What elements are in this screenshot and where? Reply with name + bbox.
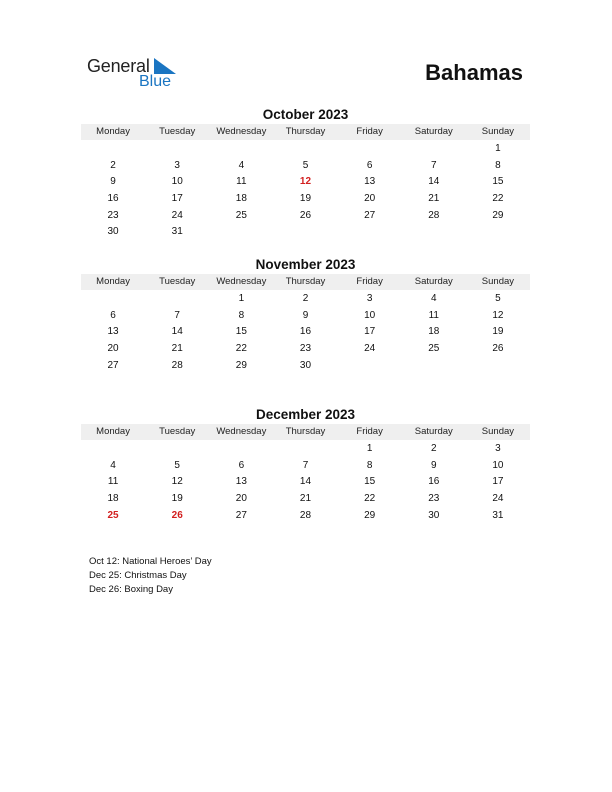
empty-day-cell bbox=[466, 224, 530, 241]
day-cell: 19 bbox=[299, 193, 312, 205]
day-cell: 15 bbox=[235, 326, 247, 338]
day-cell: 29 bbox=[235, 359, 247, 371]
day-cell: 23 bbox=[107, 209, 119, 221]
holiday-notes bbox=[89, 555, 212, 597]
empty-day-cell bbox=[81, 291, 145, 308]
day-cell: 15 bbox=[492, 176, 504, 188]
day-cell: 19 bbox=[492, 326, 504, 338]
day-cell: 6 bbox=[238, 459, 245, 471]
weekday-label: Friday bbox=[356, 426, 383, 437]
day-cell: 19 bbox=[171, 493, 183, 505]
weekday-label: Tuesday bbox=[159, 426, 196, 437]
day-cell: 7 bbox=[430, 159, 437, 171]
empty-day-cell bbox=[273, 441, 337, 458]
weekday-label: Saturday bbox=[414, 276, 453, 287]
day-cell: 16 bbox=[428, 476, 440, 488]
weekday-label: Sunday bbox=[481, 426, 515, 437]
day-cell: 9 bbox=[430, 459, 437, 471]
month-calendar-november bbox=[81, 256, 530, 374]
day-cell: 5 bbox=[174, 459, 180, 471]
empty-day-cell bbox=[273, 141, 337, 158]
weekday-label: Friday bbox=[356, 276, 383, 287]
day-cell: 7 bbox=[302, 459, 309, 471]
weekday-label: Saturday bbox=[414, 126, 453, 137]
day-cell: 31 bbox=[171, 226, 183, 238]
empty-day-cell bbox=[338, 224, 402, 241]
holiday-day-cell: 12 bbox=[299, 176, 312, 188]
day-cell: 13 bbox=[364, 176, 376, 188]
logo-triangle-icon bbox=[154, 58, 176, 74]
day-cell: 24 bbox=[492, 493, 504, 505]
empty-day-cell bbox=[338, 358, 402, 375]
day-cell: 30 bbox=[107, 226, 119, 238]
month-title: December 2023 bbox=[255, 407, 356, 422]
day-cell: 3 bbox=[174, 159, 180, 171]
empty-day-cell bbox=[145, 441, 209, 458]
day-cell: 30 bbox=[428, 509, 440, 521]
empty-day-cell bbox=[466, 358, 530, 375]
weekday-label: Friday bbox=[356, 126, 383, 137]
day-cell: 7 bbox=[174, 309, 180, 321]
day-cell: 27 bbox=[235, 509, 247, 521]
day-cell: 11 bbox=[236, 176, 247, 188]
empty-day-cell bbox=[81, 441, 145, 458]
day-cell: 29 bbox=[492, 209, 504, 221]
day-cell: 26 bbox=[299, 209, 312, 221]
empty-day-cell bbox=[402, 141, 466, 158]
day-cell: 10 bbox=[364, 309, 376, 321]
weekday-label: Thursday bbox=[285, 126, 326, 137]
day-cell: 10 bbox=[171, 176, 183, 188]
day-cell: 5 bbox=[302, 159, 309, 171]
day-cell: 2 bbox=[110, 159, 116, 171]
month-title: November 2023 bbox=[255, 257, 356, 272]
day-cell: 29 bbox=[364, 509, 376, 521]
day-cell: 16 bbox=[299, 326, 312, 338]
empty-day-cell bbox=[209, 441, 273, 458]
day-cell: 13 bbox=[107, 326, 119, 338]
day-cell: 21 bbox=[428, 193, 440, 205]
day-cell: 12 bbox=[492, 309, 504, 321]
day-cell: 20 bbox=[107, 343, 119, 355]
weekday-label: Wednesday bbox=[216, 426, 267, 437]
weekday-header bbox=[81, 274, 530, 290]
holiday-day-cell: 26 bbox=[171, 509, 183, 521]
day-cell: 18 bbox=[107, 493, 119, 505]
empty-day-cell bbox=[145, 291, 209, 308]
day-cell: 20 bbox=[364, 193, 376, 205]
holiday-note: Oct 12: National Heroes’ Day bbox=[89, 556, 212, 567]
country-title: Bahamas bbox=[425, 60, 523, 85]
day-cell: 31 bbox=[492, 509, 504, 521]
weekday-label: Sunday bbox=[481, 126, 515, 137]
day-cell: 12 bbox=[171, 476, 183, 488]
day-cell: 3 bbox=[366, 293, 373, 304]
empty-day-cell bbox=[81, 141, 145, 158]
day-cell: 16 bbox=[107, 193, 119, 205]
day-grid bbox=[81, 441, 530, 524]
weekday-label: Wednesday bbox=[216, 126, 267, 137]
holiday-day-cell: 25 bbox=[107, 509, 119, 521]
day-cell: 28 bbox=[299, 509, 312, 521]
day-cell: 22 bbox=[364, 493, 376, 505]
logo-word-general: General bbox=[87, 56, 150, 76]
weekday-label: Monday bbox=[96, 426, 130, 437]
logo-word-blue: Blue bbox=[139, 73, 172, 90]
day-cell: 17 bbox=[492, 476, 504, 488]
day-cell: 14 bbox=[171, 326, 183, 338]
day-cell: 1 bbox=[238, 293, 245, 304]
day-cell: 18 bbox=[428, 326, 440, 338]
day-cell: 23 bbox=[299, 343, 312, 355]
day-cell: 2 bbox=[302, 293, 309, 304]
day-cell: 1 bbox=[366, 443, 373, 454]
day-cell: 4 bbox=[238, 159, 245, 171]
day-cell: 8 bbox=[495, 159, 501, 171]
empty-day-cell bbox=[273, 224, 337, 241]
holiday-note: Dec 25: Christmas Day bbox=[89, 570, 187, 581]
weekday-label: Monday bbox=[96, 276, 130, 287]
brand-logo bbox=[87, 56, 187, 92]
day-cell: 20 bbox=[235, 493, 247, 505]
weekday-label: Thursday bbox=[285, 276, 326, 287]
weekday-label: Wednesday bbox=[216, 276, 267, 287]
day-cell: 25 bbox=[235, 209, 247, 221]
day-cell: 14 bbox=[299, 476, 312, 488]
empty-day-cell bbox=[209, 141, 273, 158]
month-title: October 2023 bbox=[262, 107, 349, 122]
day-cell: 23 bbox=[428, 493, 440, 505]
weekday-label: Sunday bbox=[481, 276, 515, 287]
day-cell: 1 bbox=[495, 143, 501, 154]
weekday-label: Tuesday bbox=[159, 276, 196, 287]
day-cell: 24 bbox=[171, 209, 183, 221]
weekday-label: Saturday bbox=[414, 426, 453, 437]
empty-day-cell bbox=[402, 224, 466, 241]
day-cell: 11 bbox=[107, 476, 119, 488]
day-cell: 22 bbox=[492, 193, 504, 205]
month-calendar-december bbox=[81, 406, 530, 524]
empty-day-cell bbox=[209, 224, 273, 241]
day-grid bbox=[81, 291, 530, 374]
day-cell: 6 bbox=[110, 309, 116, 321]
day-cell: 11 bbox=[428, 309, 439, 321]
day-cell: 22 bbox=[235, 343, 247, 355]
day-cell: 21 bbox=[299, 493, 312, 505]
day-cell: 30 bbox=[299, 359, 312, 371]
month-calendar-october bbox=[81, 106, 530, 241]
empty-day-cell bbox=[338, 141, 402, 158]
day-cell: 4 bbox=[110, 459, 116, 471]
weekday-label: Thursday bbox=[285, 426, 326, 437]
empty-day-cell bbox=[402, 358, 466, 375]
day-cell: 2 bbox=[430, 443, 437, 454]
weekday-header bbox=[81, 124, 530, 140]
day-cell: 17 bbox=[364, 326, 376, 338]
day-cell: 28 bbox=[428, 209, 440, 221]
day-cell: 8 bbox=[366, 459, 373, 471]
day-cell: 24 bbox=[364, 343, 376, 355]
day-cell: 10 bbox=[492, 459, 504, 471]
day-cell: 13 bbox=[235, 476, 247, 488]
day-cell: 26 bbox=[492, 343, 504, 355]
day-cell: 5 bbox=[495, 293, 501, 304]
day-cell: 17 bbox=[171, 193, 183, 205]
weekday-label: Monday bbox=[96, 126, 130, 137]
day-grid bbox=[81, 141, 530, 241]
weekday-label: Tuesday bbox=[159, 126, 196, 137]
day-cell: 25 bbox=[428, 343, 440, 355]
empty-day-cell bbox=[145, 141, 209, 158]
day-cell: 6 bbox=[366, 159, 373, 171]
day-cell: 3 bbox=[495, 443, 501, 454]
weekday-header bbox=[81, 424, 530, 440]
day-cell: 15 bbox=[364, 476, 376, 488]
holiday-note: Dec 26: Boxing Day bbox=[89, 584, 173, 595]
day-cell: 28 bbox=[171, 359, 183, 371]
day-cell: 14 bbox=[428, 176, 440, 188]
day-cell: 9 bbox=[110, 176, 116, 188]
day-cell: 27 bbox=[107, 359, 119, 371]
day-cell: 8 bbox=[238, 309, 245, 321]
day-cell: 21 bbox=[171, 343, 183, 355]
day-cell: 9 bbox=[302, 309, 309, 321]
day-cell: 27 bbox=[364, 209, 376, 221]
day-cell: 18 bbox=[235, 193, 247, 205]
day-cell: 4 bbox=[430, 293, 437, 304]
